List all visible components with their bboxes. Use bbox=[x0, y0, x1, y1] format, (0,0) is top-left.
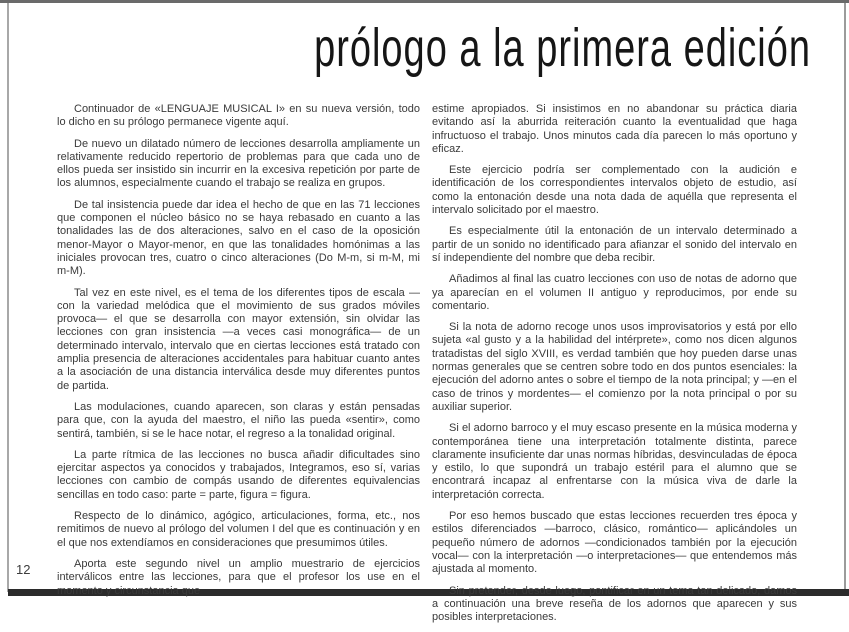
page-border-left bbox=[7, 3, 9, 592]
paragraph: Continuador de «LENGUAJE MUSICAL I» en su nueva versión, todo lo dicho en su prólogo permanece vigente aquí. bbox=[57, 103, 420, 129]
paragraph: Las modulaciones, cuando aparecen, son claras y están pensadas para que, con la ayuda del maestro, el niño las pueda «sentir», como sentirá, también, si se le hace notar, el regreso a la tonalidad original. bbox=[57, 400, 420, 440]
paragraph: Este ejercicio podría ser complementado con la audición e identificación de los correspondientes intervalos objeto de estudio, así como la entonación desde una nota dada de aquélla que representa el intervalo solicitado por el maestro. bbox=[432, 164, 797, 217]
paragraph: La parte rítmica de las lecciones no busca añadir dificultades sino ejercitar aspectos ya conocidos y trabajados, Integramos, eso sí, varias lecciones con cambio de compás usando de diferentes equivalencias sencillas en todo caso: parte = parte, figura = figura. bbox=[57, 448, 420, 501]
page-border-top bbox=[0, 0, 849, 3]
paragraph: Añadimos al final las cuatro lecciones con uso de notas de adorno que ya aparecían en el volumen II antiguo y reproducimos, por ende su comentario. bbox=[432, 273, 797, 312]
paragraph: Por eso hemos buscado que estas lecciones recuerden tres época y estilos diferenciados —barroco, clásico, romántico— aplicándoles un pequeño número de adornos —condicionados también por la ejecución vocal— con la interpretación —o interpretaciones— que entendemos más ajustada al momento. bbox=[432, 510, 797, 576]
paragraph: Tal vez en este nivel, es el tema de los diferentes tipos de escala —con la variedad melódica que el movimiento de sus grados móviles provoca— el que se desarrolla con mayor extensión, sin olvidar las lecciones con gran insistencia —a veces casi monográfica— de un determinado intervalo, intervalo que en ciertas lecciones está tratado con amplia presencia de alteraciones accidentales para habituar cuanto antes a la asociación de una distancia interválica desde muy diferentes puntos de partida. bbox=[57, 286, 420, 392]
page-border-right bbox=[844, 3, 846, 589]
paragraph: Si el adorno barroco y el muy escaso presente en la música moderna y contemporánea tiene una interpretación totalmente distinta, parece claramente insuficiente dar unas normas híbridas, desvinculadas de época y estilo, lo que supondrá un trabajo estéril para el alumno que se encontrará incapaz al enfrentarse con la música viva de darle la interpretación correcta. bbox=[432, 422, 797, 501]
paragraph-continuation: estime apropiados. Si insistimos en no abandonar su práctica diaria evitando así la aburrida reiteración cuanto la eventualidad que haga infructuoso el trabajo. Unos minutos cada día parecen lo más oportuno y eficaz. bbox=[432, 103, 797, 155]
text-column-right bbox=[432, 103, 797, 632]
paragraph: De nuevo un dilatado número de lecciones desarrolla ampliamente un relativamente reducido repertorio de problemas para que cada uno de ellos pueda ser insistido sin incurrir en la excesiva repetición por parte de los alumnos, especialmente cuando el trabajo se realiza en grupos. bbox=[57, 137, 420, 190]
paragraph: Aporta este segundo nivel un amplio muestrario de ejercicios interválicos entre las lecciones, para que el profesor los use en el momento y circunstancia que bbox=[57, 557, 420, 597]
paragraph: De tal insistencia puede dar idea el hecho de que en las 71 lecciones que componen el núcleo básico no se haya rebasado en cuanto a las tonalidades las de dos alteraciones, salvo en el caso de la oposición menor-Mayor o Mayor-menor, en que las tonalidades homónimas a las iniciales provocan tres, cuatro o cinco alteraciones (Do M-m, si m-M, mi m-M). bbox=[57, 198, 420, 278]
paragraph: Sin pretender, desde luego, pontificar en un tema tan delicado, damos a continuación una breve reseña de los adornos que aparecen y sus posibles interpretaciones. bbox=[432, 584, 797, 624]
page-title: prólogo a la primera edición bbox=[314, 19, 811, 79]
text-column-left bbox=[57, 103, 420, 606]
paragraph: Es especialmente útil la entonación de un intervalo determinado a partir de un sonido no identificado para afianzar el sonido del intervalo en sí independiente del nombre que deba recibir. bbox=[432, 225, 797, 264]
paragraph: Si la nota de adorno recoge unos usos improvisatorios y está por ello sujeta «al gusto y a la habilidad del intérprete», como nos dicen algunos tratadistas del siglo XVIII, es verdad también que hoy pueden darse unas normas generales que se centren sobre todo en dos puntos esenciales: la ejecución del adorno antes o sobre el tiempo de la nota principal; y —en el caso de trinos y mordentes— el comienzo por la nota principal o por su auxiliar superior. bbox=[432, 321, 797, 413]
paragraph: Respecto de lo dinámico, agógico, articulaciones, forma, etc., nos remitimos de nuevo al prólogo del volumen I del que es continuación y en el que nos extendíamos en consideraciones que presumimos útiles. bbox=[57, 510, 420, 549]
page-number: 12 bbox=[16, 562, 31, 577]
